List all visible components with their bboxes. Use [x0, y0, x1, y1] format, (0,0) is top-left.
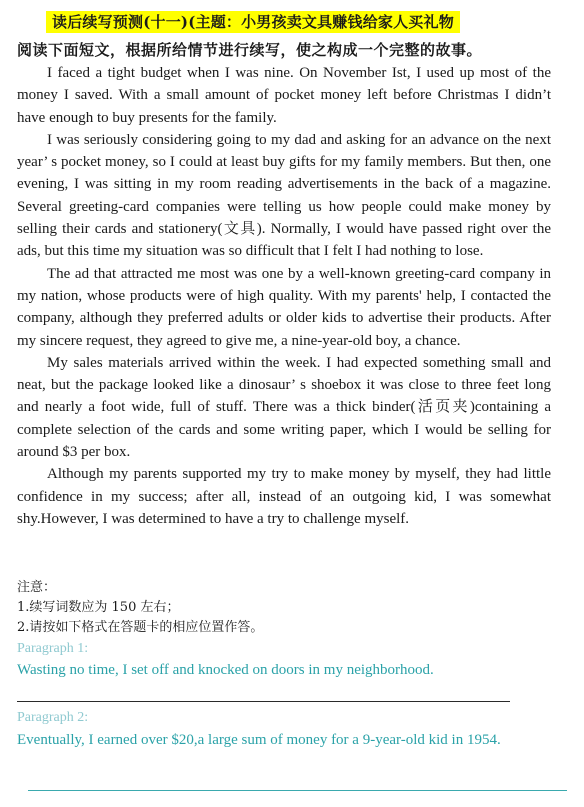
task-instruction: 阅读下面短文，根据所给情节进行续写，使之构成一个完整的故事。 — [17, 41, 483, 59]
story-paragraph-4: My sales materials arrived within the week. I had expected something small and neat, but the package looked like a dinosaur’ s shoebox it was close to three feet long and nearly a foot wide, full of stuff. There was a thick binder(活页夹)containing a complete selection of the cards and some writing paper, which I would be selling for around $3 per box. — [17, 354, 551, 461]
answer-line-2[interactable] — [28, 790, 567, 791]
document-title: 读后续写预测(十一)(主题：小男孩卖文具赚钱给家人买礼物 — [46, 11, 460, 33]
notes-item-word-count: 1.续写词数应为 150 左右； — [17, 600, 180, 615]
notes-heading: 注意： — [17, 580, 57, 595]
story-paragraph-3: The ad that attracted me most was one by a well-known greeting-card company in my nation, whose products were of high quality. With my parents' help, I contacted the company, although they preferred adults or older kids to advertise their products. After my sincere request, they agreed to give me, a nine-year-old boy, a chance. — [17, 265, 551, 349]
paragraph-1-first-sentence: Wasting no time, I set off and knocked on doors in my neighborhood. — [17, 662, 434, 678]
story-text — [17, 62, 551, 530]
paragraph-2-first-sentence: Eventually, I earned over $20,a large sum of money for a 9-year-old kid in 1954. — [17, 732, 501, 748]
story-paragraph-2: I was seriously considering going to my dad and asking for an advance on the next year’ s pocket money, so I could at least buy gifts for my family members. But then, one evening, I was sitting in my room reading advertisements in the back of a magazine. Several greeting-card companies were telling us how people could make money by selling their cards and stationery(文具). Normally, I would have passed right over the ads, but this time my situation was so difficult that I felt I had nothing to lose. — [17, 131, 551, 260]
notes-section — [17, 578, 263, 638]
story-paragraph-1: I faced a tight budget when I was nine. On November Ist, I used up most of the money I saved. With a small amount of pocket money left before Christmas I didn’t have enough to buy presents for the family. — [17, 65, 551, 126]
answer-line-1[interactable] — [17, 701, 510, 702]
paragraph-1-label: Paragraph 1: — [17, 641, 89, 656]
notes-item-format: 2.请按如下格式在答题卡的相应位置作答。 — [17, 620, 264, 635]
story-paragraph-5: Although my parents supported my try to make money by myself, they had little confidence in my success; after all, instead of an outgoing kid, I was somewhat shy.However, I was determined to have a try to challenge myself. — [17, 466, 551, 527]
paragraph-2-label: Paragraph 2: — [17, 710, 89, 725]
